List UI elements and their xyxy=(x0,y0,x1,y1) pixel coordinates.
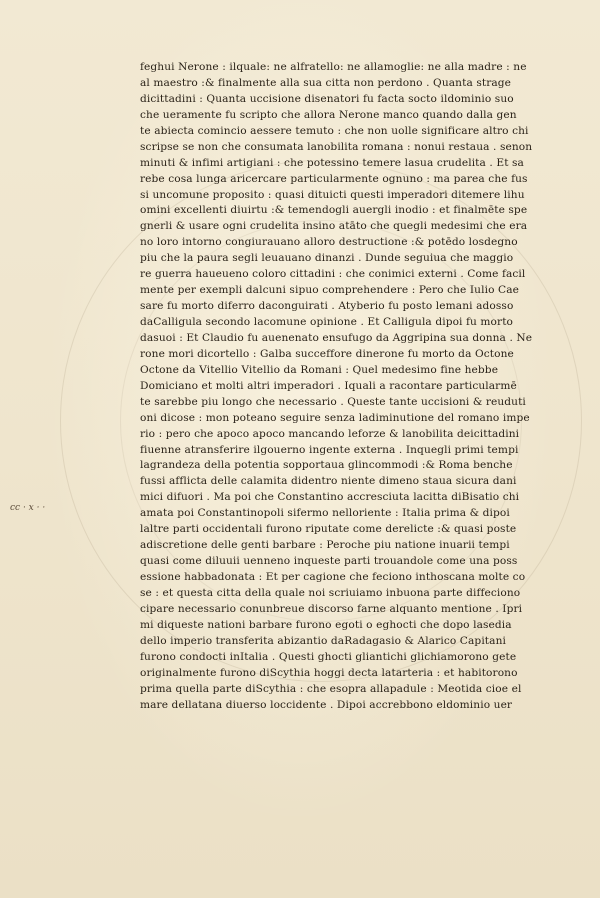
text-line: adiscretione delle genti barbare : Peroche piu natione inuarii tempi xyxy=(140,539,510,552)
text-line: originalmente furono diScythia hoggi decta latarteria : et habitorono xyxy=(140,666,518,679)
text-line: te abiecta comincio aessere temuto : che non uolle significare altro chi xyxy=(140,124,529,137)
text-line: dicittadini : Quanta uccisione disenatori fu facta socto ildominio suo xyxy=(140,92,514,105)
text-line: mici difuori . Ma poi che Constantino accresciuta lacitta diBisatio chi xyxy=(140,491,520,504)
text-line: si uncomune proposito : quasi dituicti questi imperadori ditemere lihu xyxy=(140,188,525,201)
text-line: amata poi Constantinopoli sifermo nelloriente : Italia prima & dipoi xyxy=(140,507,510,520)
text-line: mente per exempli dalcuni sipuo comprehendere : Pero che Iulio Cae xyxy=(140,284,520,297)
text-line: quasi come diluuii uenneno inqueste parti trouandole come una poss xyxy=(140,555,518,568)
text-line: dasuoi : Et Claudio fu auenenato ensufugo da Aggripina sua donna . Ne xyxy=(140,331,533,344)
text-line: minuti & infimi artigiani : che potessino temere lasua crudelita . Et sa xyxy=(140,156,524,169)
text-line: laltre parti occidentali furono riputate come derelicte :& quasi poste xyxy=(140,523,517,536)
text-line: daCalligula secondo lacomune opinione . Et Calligula dipoi fu morto xyxy=(140,316,514,328)
text-line: che ueramente fu scripto che allora Nerone manco quando dalla gen xyxy=(140,108,517,121)
text-line: te sarebbe piu longo che necessario . Queste tante uccisioni & reuduti xyxy=(140,395,526,408)
text-line: feghui Nerone : ilquale: ne alfratello: ne allamoglie: ne alla madre : ne xyxy=(140,61,527,73)
text-line: piu che la paura segli leuauano dinanzi . Dunde seguiua che maggio xyxy=(140,252,514,265)
text-line: oni dicose : mon poteano seguire senza ladiminutione del romano impe xyxy=(140,411,530,424)
text-line: prima quella parte diScythia : che esopra allapadule : Meotida cioe el xyxy=(140,682,522,695)
text-line: mi diqueste nationi barbare furono egoti o eghocti che dopo lasedia xyxy=(140,618,512,631)
text-block xyxy=(140,60,560,713)
text-line: dello imperio transferita abizantio daRadagasio & Alarico Capitani xyxy=(140,634,506,647)
text-line: mare dellatana diuerso loccidente . Dipoi accrebbono eldominio uer xyxy=(140,698,513,711)
margin-note: cc · x · · xyxy=(10,503,46,513)
text-line: omini excellenti diuirtu :& temendogli auergli inodio : et finalmēte spe xyxy=(140,204,528,217)
text-line: lagrandeza della potentia sopportaua glincommodi :& Roma benche xyxy=(140,459,513,472)
text-line: essione habbadonata : Et per cagione che feciono inthoscana molte co xyxy=(140,571,526,583)
text-line: cipare necessario conunbreue discorso farne alquanto mentione . Ipri xyxy=(140,602,523,615)
text-line: se : et questa citta della quale noi scriuiamo inbuona parte diffeciono xyxy=(140,586,521,599)
text-line: furono condocti inItalia . Questi ghocti gliantichi glichiamorono gete xyxy=(140,650,517,663)
text-line: scripse se non che consumata lanobilita romana : nonui restaua . senon xyxy=(140,140,533,153)
text-line: Domiciano et molti altri imperadori . Iquali a racontare particularmē xyxy=(140,379,517,392)
text-line: fussi afflicta delle calamita didentro niente dimeno staua sicura dani xyxy=(140,475,517,488)
text-line: rone mori dicortello : Galba succeffore dinerone fu morto da Octone xyxy=(140,347,514,360)
text-line: gnerli & usare ogni crudelita insino atāto che quegli medesimi che era xyxy=(140,220,528,233)
text-line: al maestro :& finalmente alla sua citta non perdono . Quanta strage xyxy=(140,76,512,89)
text-line: no loro intorno congiurauano alloro destructione :& potēdo losdegno xyxy=(140,236,518,249)
text-line: Octone da Vitellio Vitellio da Romani : Quel medesimo fine hebbe xyxy=(140,363,499,376)
text-line: fiuenne atransferire ilgouerno ingente externa . Inquegli primi tempi xyxy=(140,443,519,456)
text-line: sare fu morto diferro daconguirati . Atyberio fu posto lemani adosso xyxy=(140,300,514,313)
text-line: rebe cosa lunga aricercare particularmente ognuno : ma parea che fus xyxy=(140,172,528,185)
text-line: rio : pero che apoco apoco mancando leforze & lanobilita deicittadini xyxy=(140,427,520,440)
text-line: re guerra haueueno coloro cittadini : che conimici externi . Come facil xyxy=(140,268,526,281)
